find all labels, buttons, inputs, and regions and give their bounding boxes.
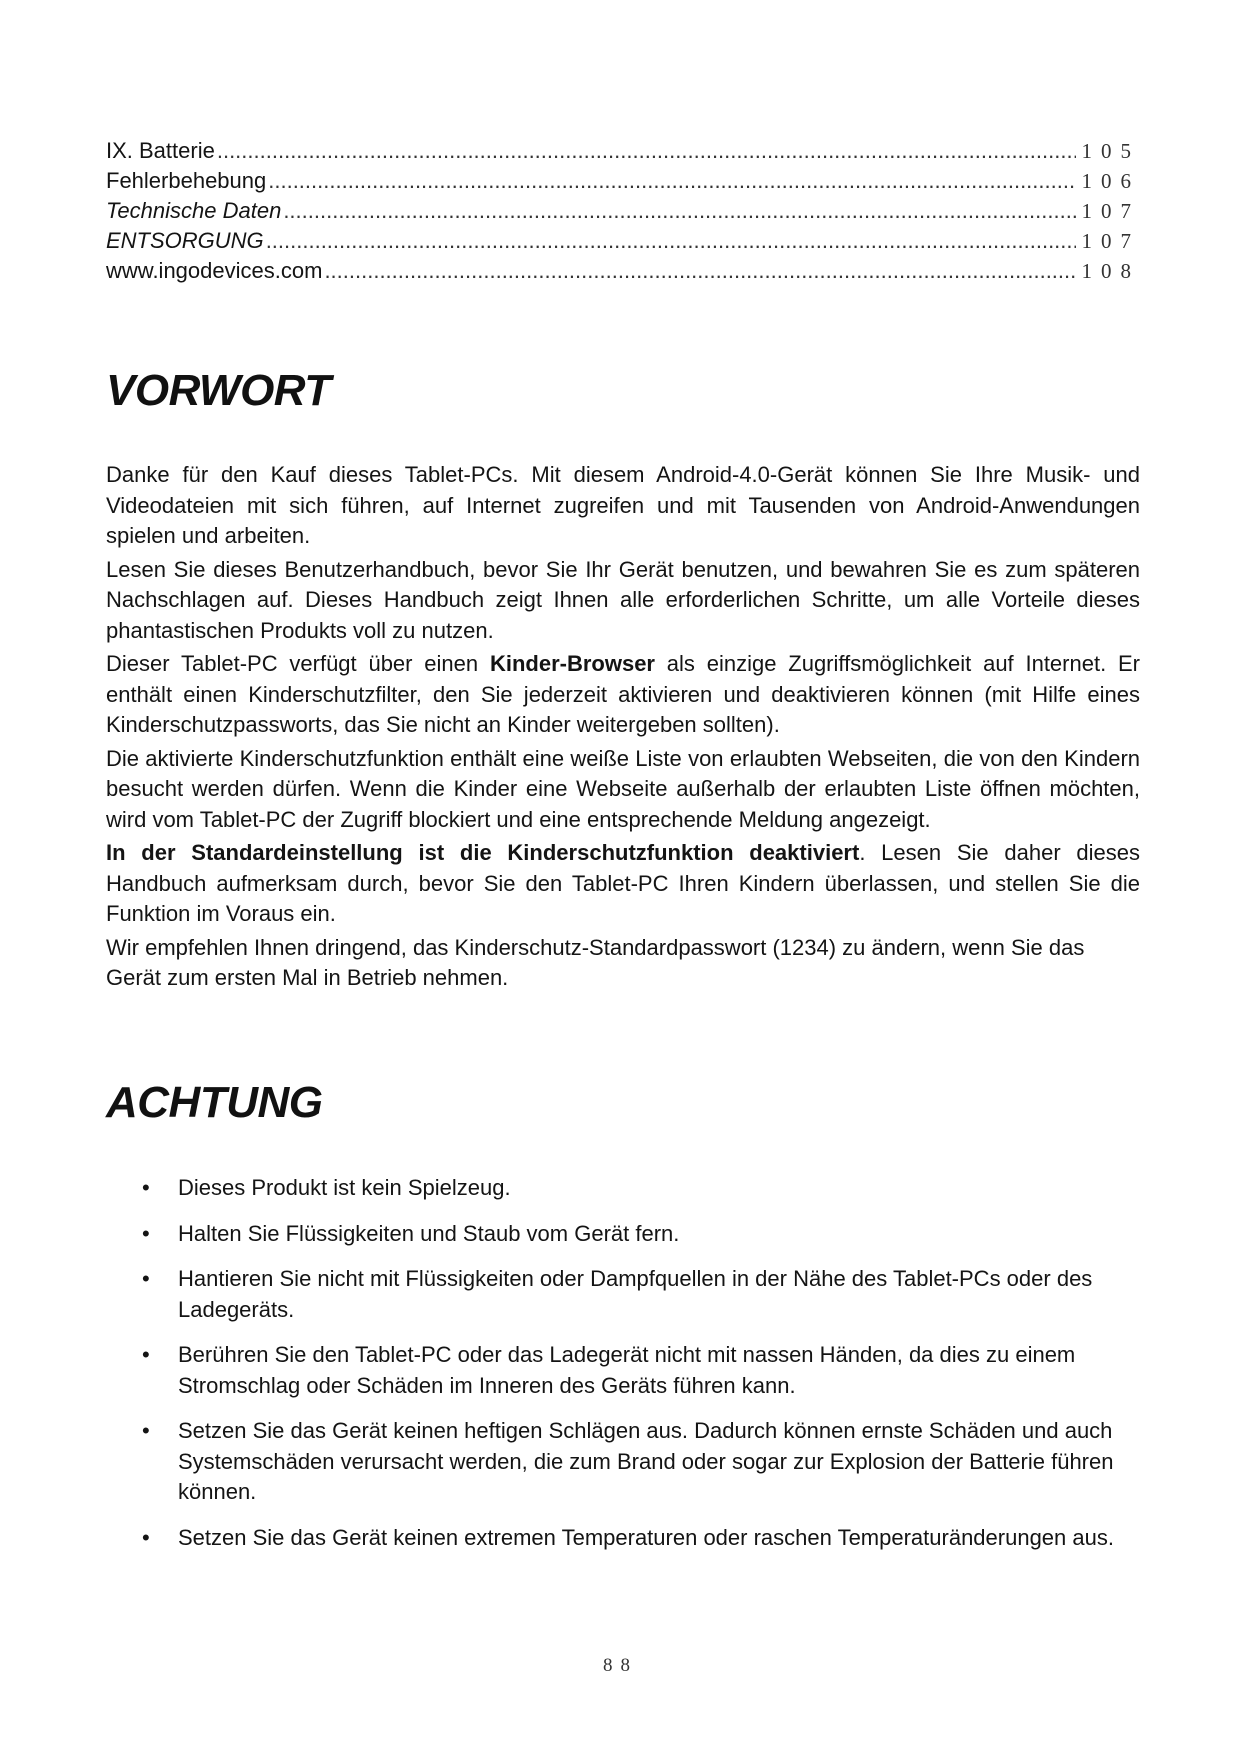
toc-entry[interactable] [106,136,1140,166]
toc-entry-title: IX. Batterie [106,138,215,163]
kinder-browser-emphasis: Kinder-Browser [489,651,655,676]
toc-entry-page: 107 [1081,229,1140,253]
bullet-icon: • [142,1418,150,1443]
toc-leader-dots [283,196,1075,226]
bullet-icon: • [142,1524,150,1550]
toc-leader-dots [266,226,1076,256]
toc-entry-title: Technische Daten [106,198,282,223]
toc-entry-page: 105 [1081,139,1140,163]
toc-entry-page: 107 [1081,199,1140,223]
vorwort-paragraph: Lesen Sie dieses Benutzerhandbuch, bevor Sie Ihr Gerät benutzen, und bewahren Sie es zum späteren Nachschlagen auf. Dieses Handbuch zeigt Ihnen alle erforderlichen Schritte, um alle Vorteile dieses phantastischen Produkts voll zu nutzen. [106,556,1140,643]
list-item-text: Setzen Sie das Gerät keinen extremen Temperaturen oder raschen Temperaturänderungen aus. [178,1524,1114,1550]
list-item [106,1264,1140,1325]
vorwort-body [106,460,1140,997]
list-item [106,1340,1140,1401]
bullet-icon: • [142,1266,150,1291]
vorwort-paragraph: Die aktivierte Kinderschutzfunktion enthält eine weiße Liste von erlaubten Webseiten, die von den Kindern besucht werden dürfen. Wenn die Kinder eine Webseite außerhalb der erlaubten Liste öffnen möchten, wird vom Tablet-PC der Zugriff blockiert und eine entsprechende Meldung angezeigt. [106,745,1140,832]
default-setting-emphasis: In der Standardeinstellung ist die Kinderschutzfunktion deaktiviert [106,840,860,865]
list-item-text: Berühren Sie den Tablet-PC oder das Ladegerät nicht mit nassen Händen, da dies zu einem Stromschlag oder Schäden im Inneren des Geräts führen kann. [178,1342,1076,1398]
list-item [106,1416,1140,1508]
bullet-icon: • [142,1342,150,1367]
paragraph-text: als einzige Zugriffsmöglichkeit auf Internet. Er enthält einen Kinderschutzfilter, den Sie jederzeit aktivieren und deaktivieren können (mit Hilfe eines Kinderschutzpassworts, das Sie nicht an Kinder weitergeben sollten). [106,651,1140,737]
paragraph-text: . Lesen Sie daher dieses Handbuch aufmerksam durch, bevor Sie den Tablet-PC Ihren Kindern überlassen, und stellen Sie die Funktion im Voraus ein. [106,840,1141,926]
toc-entry-title: Fehlerbehebung [106,168,267,193]
toc-leader-dots [324,256,1075,286]
bullet-icon: • [142,1220,150,1246]
achtung-heading: ACHTUNG [106,1078,323,1127]
vorwort-paragraph [106,838,1140,930]
toc-entry-page: 108 [1081,259,1140,283]
list-item-text: Dieses Produkt ist kein Spielzeug. [178,1175,511,1200]
list-item-text: Halten Sie Flüssigkeiten und Staub vom Gerät fern. [178,1220,680,1246]
achtung-warning-list [106,1173,1140,1568]
list-item [106,1523,1140,1554]
toc-entry[interactable] [106,196,1140,226]
vorwort-paragraph [106,649,1140,741]
list-item-text: Hantieren Sie nicht mit Flüssigkeiten oder Dampfquellen in der Nähe des Tablet-PCs oder des Ladegeräts. [178,1266,1093,1322]
list-item-text: Setzen Sie das Gerät keinen heftigen Schlägen aus. Dadurch können ernste Schäden und auch Systemschäden verursacht werden, die zum Brand oder sogar zur Explosion der Batterie führen können. [178,1418,1114,1504]
toc-entry-title: ENTSORGUNG [106,228,264,253]
paragraph-text: Dieser Tablet-PC verfügt über einen [106,651,490,676]
table-of-contents [106,136,1140,286]
toc-leader-dots [268,166,1075,196]
toc-leader-dots [217,136,1076,166]
list-item [106,1219,1140,1250]
vorwort-paragraph: Wir empfehlen Ihnen dringend, das Kinderschutz-Standardpasswort (1234) zu ändern, wenn Sie das Gerät zum ersten Mal in Betrieb nehmen. [106,934,1085,990]
page-number: 88 [603,1655,638,1676]
bullet-icon: • [142,1175,150,1200]
toc-entry[interactable] [106,166,1140,196]
vorwort-paragraph: Danke für den Kauf dieses Tablet-PCs. Mit diesem Android-4.0-Gerät können Sie Ihre Musik- und Videodateien mit sich führen, auf Internet zugreifen und mit Tausenden von Android-Anwendungen spielen und arbeiten. [106,462,1140,548]
toc-entry[interactable] [106,226,1140,256]
toc-entry-title: www.ingodevices.com [106,258,323,283]
toc-entry-page: 106 [1081,169,1140,193]
toc-entry[interactable] [106,256,1140,286]
list-item [106,1173,1140,1204]
vorwort-heading: VORWORT [106,366,331,415]
